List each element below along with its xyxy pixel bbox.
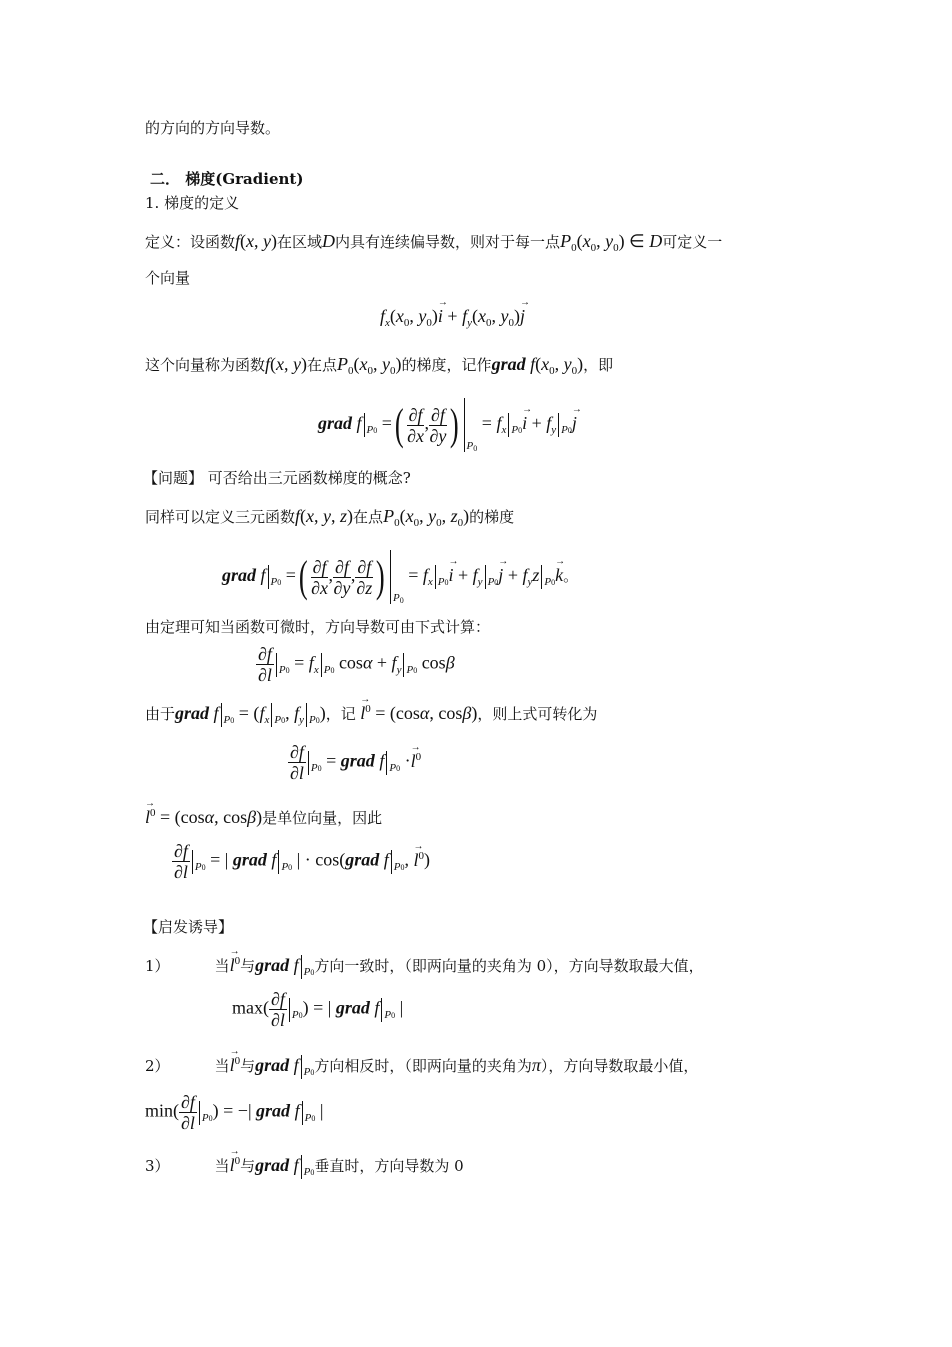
- formula-directional-derivative: $\frac{\partial f}{\partial l}$ $_{P0} = f_x$ $_{P0}$ $\cos\alpha + f_y$ $_{P0}$ cosβ: [258, 644, 455, 685]
- text-line: 由于grad f $_{P0} = (f_x$ $_{P0}$, $f_y$ $_{P0}$)，记 l →$^0$ = (cosα, cosβ)，则上式可转化为: [145, 703, 597, 727]
- text-line: 同样可以定义三元函数f(x, y, z)在点$P_0(x_0$, $y_0$, $z_0$)的梯度: [145, 506, 515, 529]
- hint-heading: 【启发诱导】: [143, 918, 234, 936]
- text-line: l →$^0$ = (cosα, cosβ)是单位向量，因此: [145, 808, 382, 826]
- formula-gradient-vector: $f_x(x_0$, $y_0)i$ → + $f_y(x_0$, $y_0)j$ →: [380, 307, 525, 325]
- subsection-title: 1. 梯度的定义: [145, 194, 240, 212]
- text-line: 由定理可知当函数可微时，方向导数可由下式计算：: [145, 618, 491, 636]
- formula-grad-2d: grad f $_{P0}$ =( $\frac{\partial f}{\partial x}$ , $\frac{\partial f}{\partial y}$ ) $_{P0} = f_x$ $_{P0}$i → + $f_y$ $_{P0}$j →: [318, 398, 577, 458]
- text-line: 个向量: [145, 269, 191, 287]
- section-title: 二． 梯度(Gradient): [150, 170, 304, 188]
- formula-angle: $\frac{\partial f}{\partial l}$ $_{P0}$ = | grad f $_{P0}$ | · cos(grad f $_{P0}$, l →$^0$): [172, 842, 430, 890]
- formula-max: max( $\frac{\partial f}{\partial l}$ $_{P0}$) = | grad f $_{P0}$ |: [232, 989, 404, 1030]
- list-item-2: 2） 当l →$^0$与grad f $_{P0}$方向相反时，（即两向量的夹角为π），方向导数取最小值，: [145, 1055, 698, 1079]
- definition-line: 定义：设函数f(x, y)在区域D内具有连续偏导数，则对于每一点$P_0(x_0$, $y_0$) ∈ D可定义一: [145, 231, 723, 254]
- gradient-naming-line: 这个向量称为函数f(x, y)在点$P_0(x_0$, $y_0$)的梯度，记作grad $f(x_0$, $y_0$)，即: [145, 354, 614, 377]
- formula-min: min( $\frac{\partial f}{\partial l}$ $_{P0}$) = −| grad f $_{P0}$ |: [145, 1092, 324, 1133]
- question-line: 【问题】 可否给出三元函数梯度的概念?: [143, 469, 411, 487]
- list-item-3: 3） 当l →$^0$与grad f $_{P0}$垂直时，方向导数为 0: [145, 1155, 464, 1179]
- list-item-1: 1） 当l →$^0$与grad f $_{P0}$方向一致时，（即两向量的夹角为 0），方向导数取最大值，: [145, 955, 704, 979]
- formula-dot-product: $\frac{\partial f}{\partial l}$ $_{P0}$ = grad f $_{P0}$ ·l →$^0$: [288, 743, 421, 791]
- text-line: 的方向的方向导数。: [145, 119, 281, 137]
- formula-grad-3d: grad f $_{P0}$ =( $\frac{\partial f}{\partial x}$ , $\frac{\partial f}{\partial y}$ , $\frac{\partial f}{\partial z}$ ) $_{P0} = f_x$ $_{P0}$i → + $f_y$ $_{P0}$j → + $f_yz$ $_{P0}$k →。: [222, 550, 578, 610]
